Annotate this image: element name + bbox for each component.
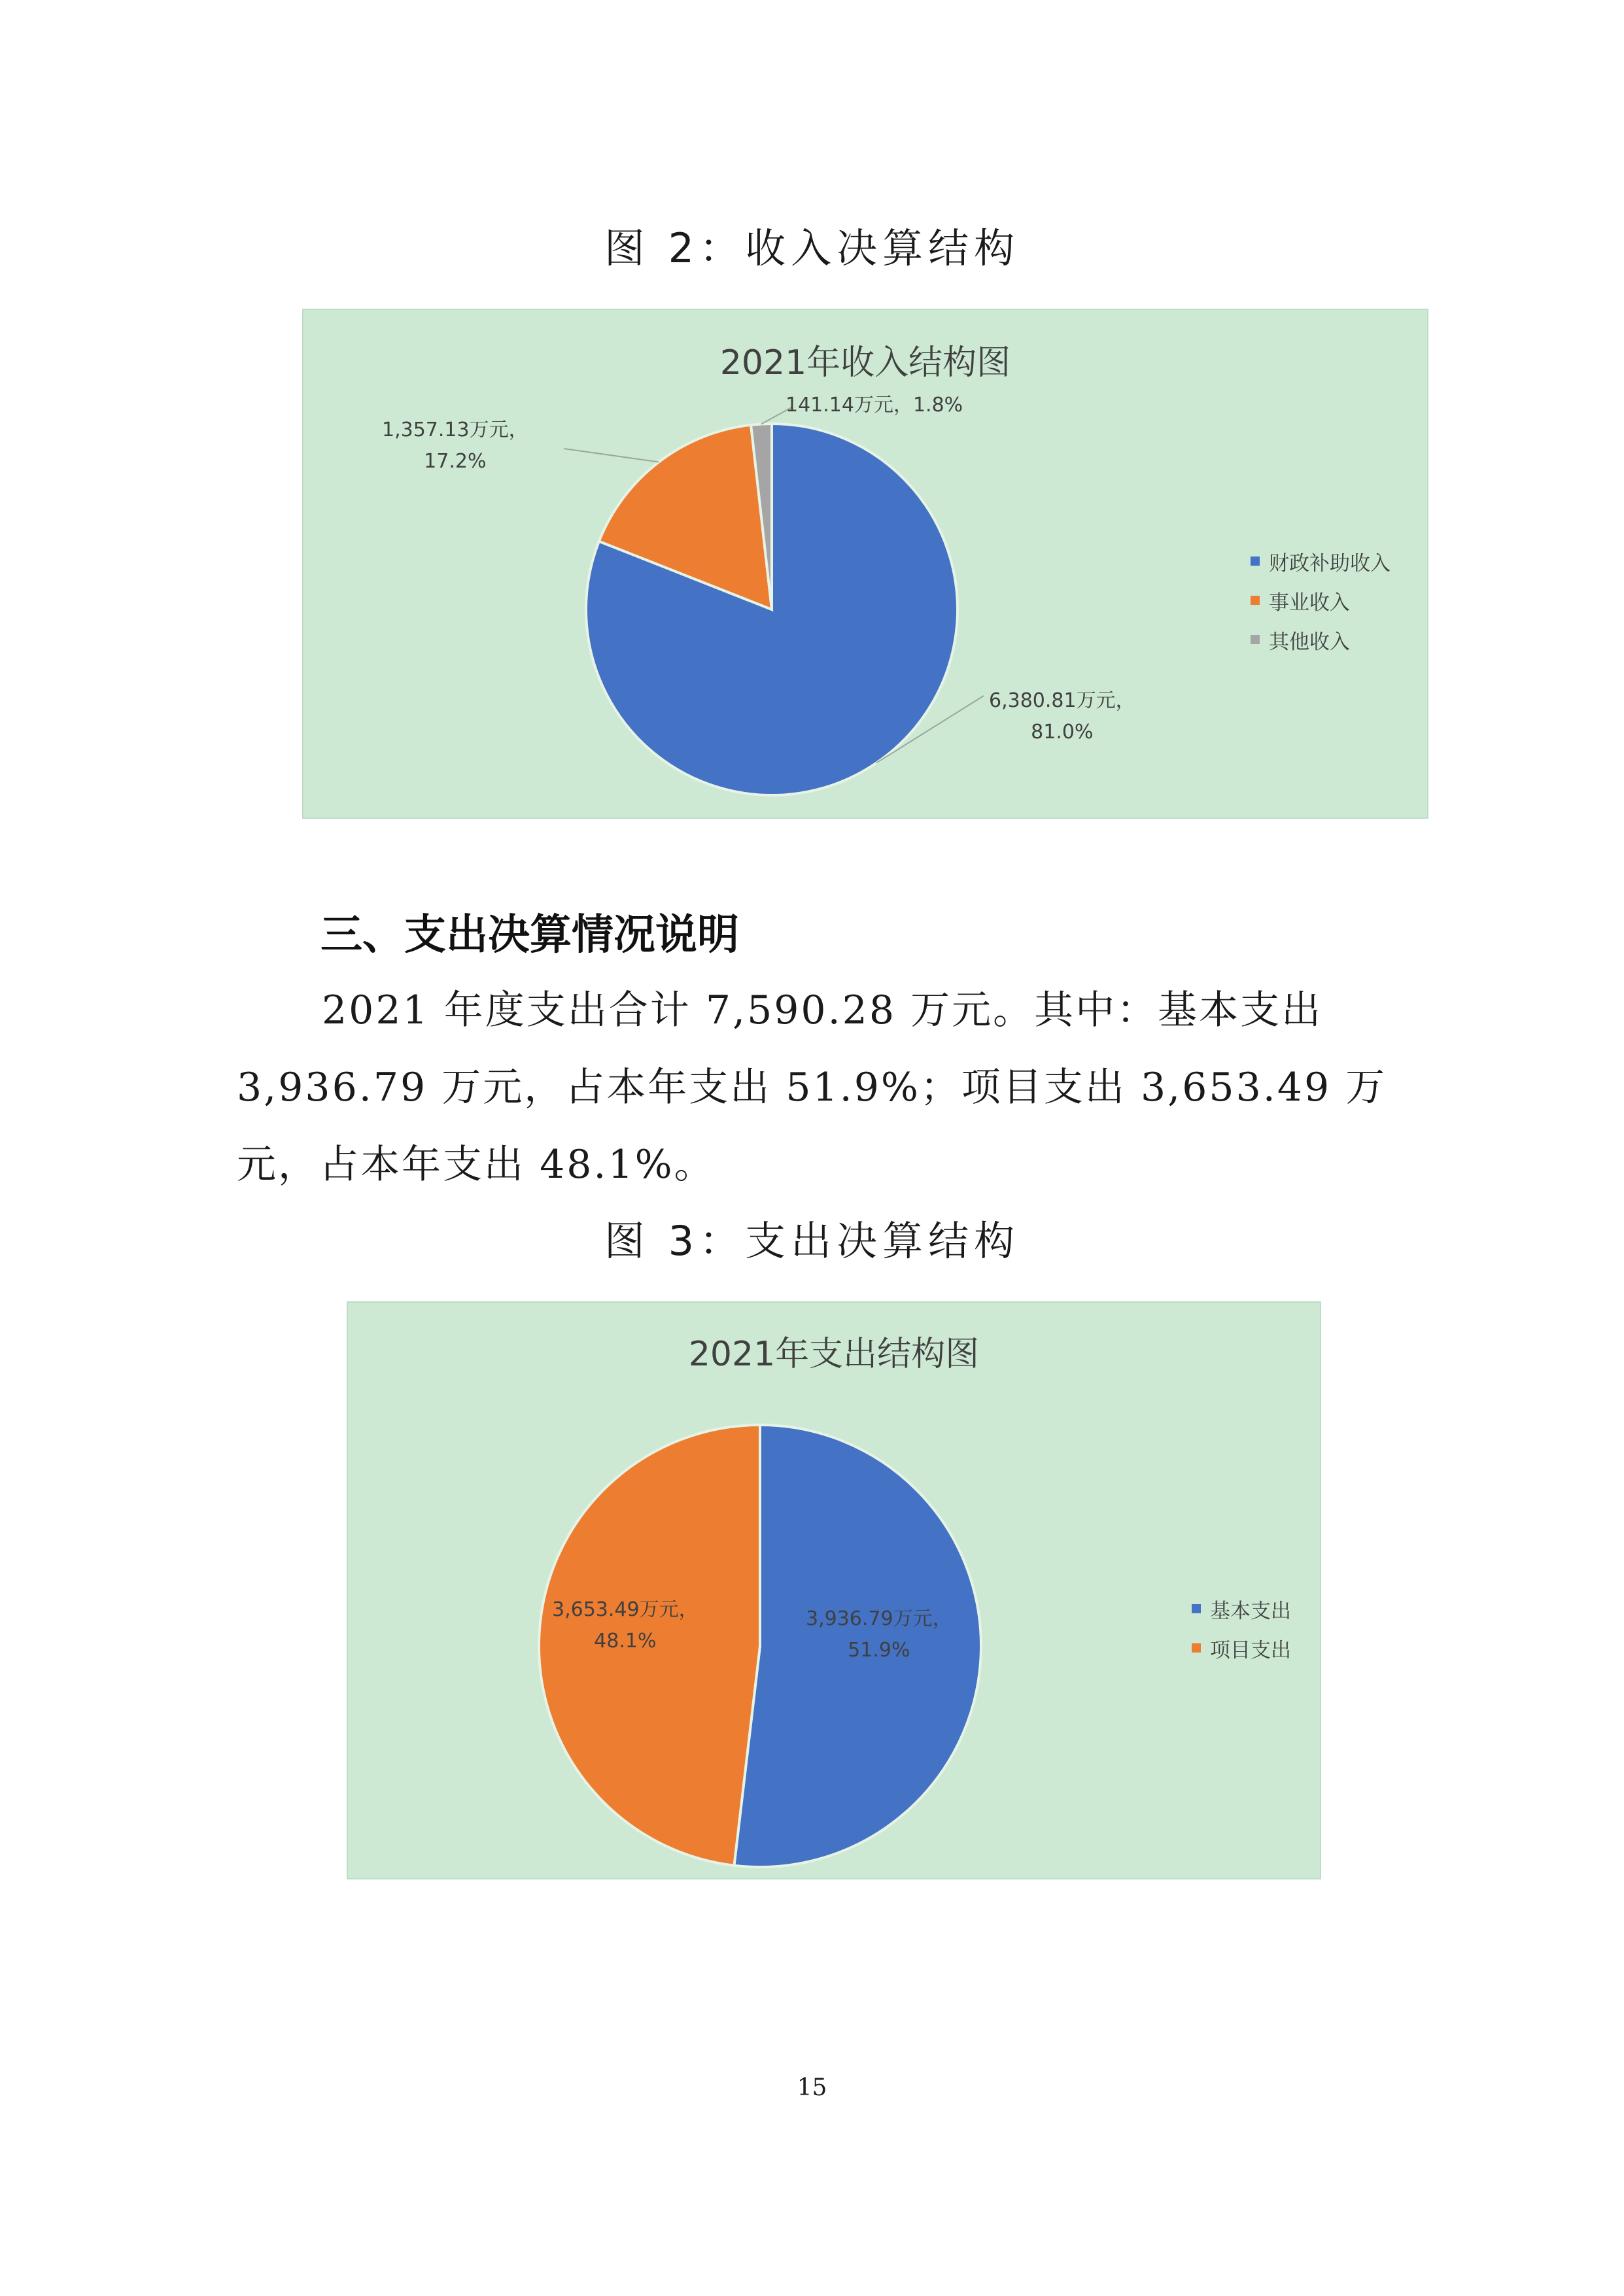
expenditure-paragraph xyxy=(237,972,1414,1203)
other-income-label: 141.14万元，1.8% xyxy=(786,394,963,417)
legend-item-fiscal xyxy=(1251,541,1391,581)
legend-swatch-orange xyxy=(1251,596,1260,605)
legend-label: 事业收入 xyxy=(1269,591,1350,615)
fiscal-income-value-label: 6,380.81万元， xyxy=(989,689,1135,712)
legend-label: 项目支出 xyxy=(1210,1638,1291,1662)
project-expenditure-value-label: 3,653.49万元， xyxy=(552,1598,699,1621)
income-slice-label-fiscal xyxy=(989,685,1135,748)
basic-expenditure-value-label: 3,936.79万元， xyxy=(806,1607,952,1630)
figure-2-caption: 图 2：收入决算结构 xyxy=(604,224,1020,272)
page-number: 15 xyxy=(797,2074,827,2101)
income-slice-label-other xyxy=(786,390,963,421)
paragraph-line-3: 元，占本年支出 48.1%。 xyxy=(237,1142,716,1188)
paragraph-line-2: 3,936.79 万元，占本年支出 51.9%；项目支出 3,653.49 万 xyxy=(237,1065,1387,1110)
legend-label: 其他收入 xyxy=(1269,630,1350,654)
expenditure-slice-label-basic xyxy=(806,1603,952,1666)
income-legend xyxy=(1251,541,1391,659)
legend-item-project xyxy=(1192,1628,1291,1668)
legend-item-basic xyxy=(1192,1589,1291,1628)
project-expenditure-percent-label: 48.1% xyxy=(594,1630,657,1653)
business-income-percent-label: 17.2% xyxy=(424,450,487,473)
legend-label: 财政补助收入 xyxy=(1269,551,1391,575)
legend-item-other xyxy=(1251,620,1391,659)
fiscal-income-percent-label: 81.0% xyxy=(1031,721,1094,744)
legend-item-business xyxy=(1251,581,1391,620)
section-heading: 三、支出决算情况说明 xyxy=(320,911,739,959)
expenditure-slice-label-project xyxy=(552,1594,699,1657)
expenditure-legend xyxy=(1192,1589,1291,1668)
legend-swatch-blue xyxy=(1251,557,1260,566)
expenditure-pie-chart xyxy=(347,1301,1321,1879)
basic-expenditure-percent-label: 51.9% xyxy=(848,1639,910,1662)
paragraph-line-1: 2021 年度支出合计 7,590.28 万元。其中：基本支出 xyxy=(322,987,1323,1033)
legend-swatch-blue xyxy=(1192,1604,1201,1613)
income-slice-label-business xyxy=(382,415,528,477)
expenditure-chart-title: 2021年支出结构图 xyxy=(688,1335,980,1374)
leader-line-1 xyxy=(564,449,659,462)
income-pie-chart xyxy=(302,309,1428,819)
legend-label: 基本支出 xyxy=(1210,1599,1291,1623)
business-income-value-label: 1,357.13万元， xyxy=(382,419,528,441)
legend-swatch-orange xyxy=(1192,1643,1201,1653)
expenditure-pie-svg xyxy=(348,1303,1320,1878)
income-chart-title: 2021年收入结构图 xyxy=(719,343,1011,383)
legend-swatch-gray xyxy=(1251,635,1260,644)
figure-3-caption: 图 3：支出决算结构 xyxy=(604,1217,1020,1265)
